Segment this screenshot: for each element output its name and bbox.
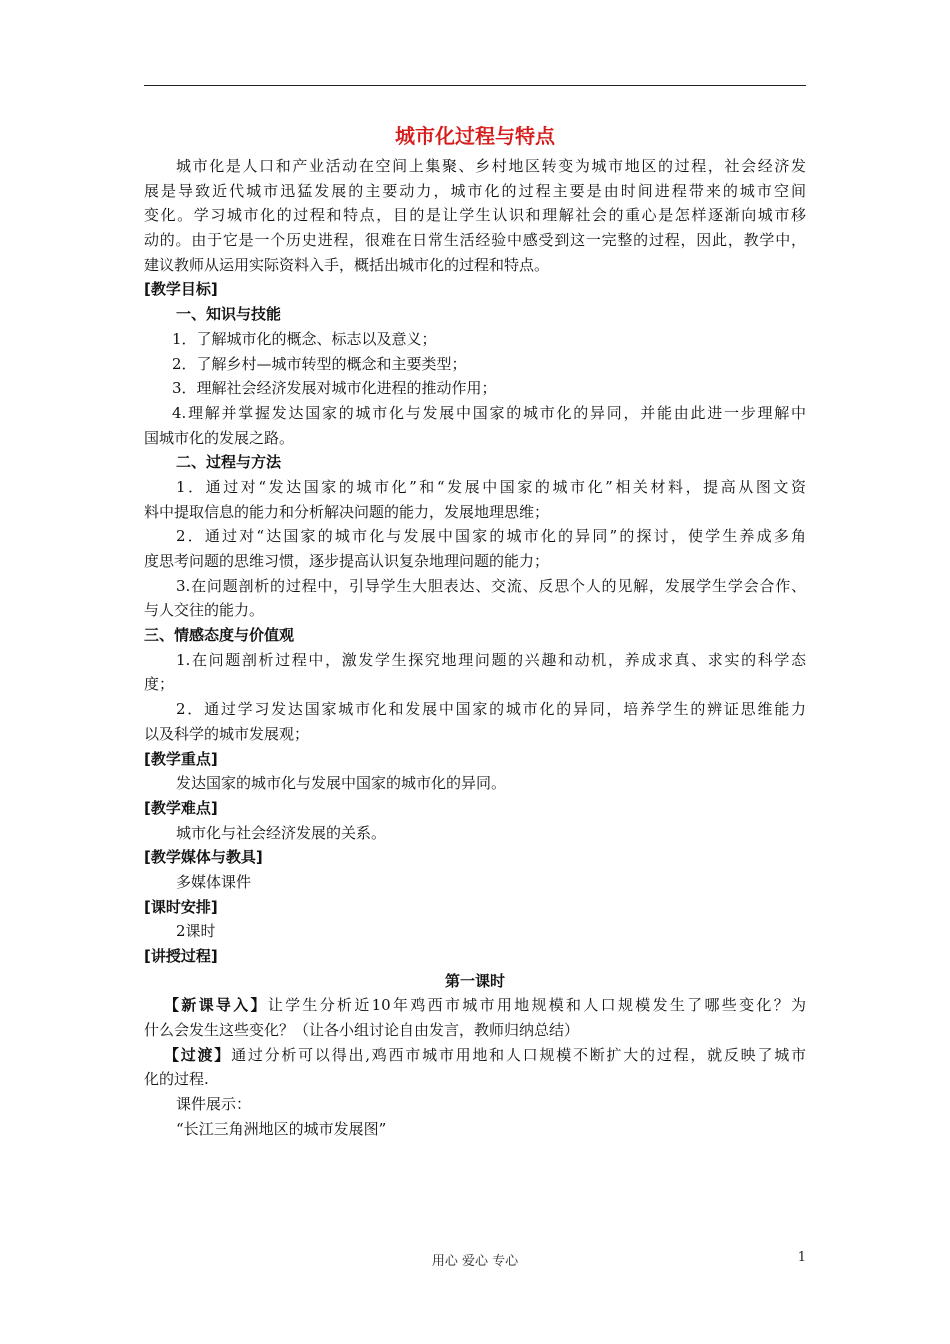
emotion-item-continued: 以及科学的城市发展观；: [144, 724, 310, 743]
process-item: 3.在问题剖析的过程中，引导学生大胆表达、交流、反思个人的见解，发展学生学会合作、: [176, 576, 806, 595]
schedule-text: 2课时: [176, 922, 216, 941]
process-item-continued: 与人交往的能力。: [144, 601, 265, 620]
intro-line: 展是导致近代城市迅猛发展的主要动力，城市化的过程主要是由时间进程带来的城市空间: [144, 181, 806, 200]
new-lesson-intro: [144, 993, 806, 1018]
knowledge-item: 4.理解并掌握发达国家的城市化与发展中国家的城市化的异同，并能由此进一步理解中: [172, 403, 806, 422]
transition-text: 通过分析可以得出,鸡西市城市用地和人口规模不断扩大的过程，就反映了城市: [231, 1045, 806, 1064]
process-item: 2．通过对“达国家的城市化与发展中国家的城市化的异同”的探讨，使学生养成多角: [176, 527, 806, 546]
process-item-continued: 料中提取信息的能力和分析解决问题的能力，发展地理思维；: [144, 502, 550, 521]
intro-line: 城市化是人口和产业活动在空间上集聚、乡村地区转变为城市地区的过程，社会经济发: [176, 157, 806, 175]
emotion-item: 2．通过学习发达国家城市化和发展中国家的城市化的异同，培养学生的辨证思维能力: [176, 700, 806, 719]
media-text: 多媒体课件: [176, 872, 252, 891]
process-item-continued: 度思考问题的思维习惯，逐步提高认识复杂地理问题的能力；: [144, 552, 550, 570]
process-section-heading: [讲授过程]: [144, 947, 218, 965]
transition: [144, 1043, 806, 1068]
intro-line: 变化。学习城市化的过程和特点，目的是让学生认识和理解社会的重心是怎样逐渐向城市移: [144, 206, 806, 225]
emotion-item-continued: 度；: [144, 675, 175, 694]
difficulty-text: 城市化与社会经济发展的关系。: [176, 823, 387, 842]
transition-continued: 化的过程.: [144, 1070, 209, 1089]
key-point-text: 发达国家的城市化与发展中国家的城市化的异同。: [176, 774, 507, 793]
schedule-heading: [课时安排]: [144, 897, 218, 916]
knowledge-item: 2．了解乡村—城市转型的概念和主要类型；: [172, 354, 467, 373]
process-heading: 二、过程与方法: [176, 453, 282, 472]
knowledge-item: 1．了解城市化的概念、标志以及意义；: [172, 329, 437, 348]
knowledge-heading: 一、知识与技能: [176, 305, 282, 324]
knowledge-item: 3．理解社会经济发展对城市化进程的推动作用；: [172, 379, 497, 398]
new-lesson-label: 【新课导入】: [164, 996, 268, 1015]
intro-line: 动的。由于它是一个历史进程，很难在日常生活经验中感受到这一完整的过程，因此，教学中，: [144, 231, 806, 250]
key-point-heading: [教学重点]: [144, 749, 218, 768]
footer-motto: 用心 爱心 专心: [431, 1254, 519, 1269]
media-heading: [教学媒体与教具]: [144, 848, 263, 867]
difficulty-heading: [教学难点]: [144, 798, 218, 817]
emotion-item: 1.在问题剖析过程中，激发学生探究地理问题的兴趣和动机，养成求真、求实的科学态: [176, 650, 806, 669]
courseware-label: 课件展示：: [176, 1095, 252, 1114]
objectives-heading: [教学目标]: [144, 280, 218, 299]
page-number: 1: [797, 1250, 806, 1265]
new-lesson-text: 让学生分析近10年鸡西市城市用地规模和人口规模发生了哪些变化？为: [267, 996, 806, 1015]
transition-label: 【过渡】: [164, 1045, 232, 1064]
document-title: 城市化过程与特点: [395, 124, 555, 148]
new-lesson-continued: 什么会发生这些变化？（让各小组讨论自由发言，教师归纳总结）: [144, 1021, 580, 1040]
lesson-heading: 第一课时: [444, 971, 505, 990]
emotion-heading: 三、情感态度与价值观: [144, 626, 295, 645]
knowledge-item-continued: 国城市化的发展之路。: [144, 428, 295, 447]
document-page: [144, 118, 806, 1142]
intro-line: 建议教师从运用实际资料入手，概括出城市化的过程和特点。: [144, 255, 550, 274]
header-rule: [144, 85, 806, 86]
courseware-item: “长江三角洲地区的城市发展图”: [176, 1119, 387, 1138]
process-item: 1．通过对“发达国家的城市化”和“发展中国家的城市化”相关材料，提高从图文资: [176, 477, 806, 496]
